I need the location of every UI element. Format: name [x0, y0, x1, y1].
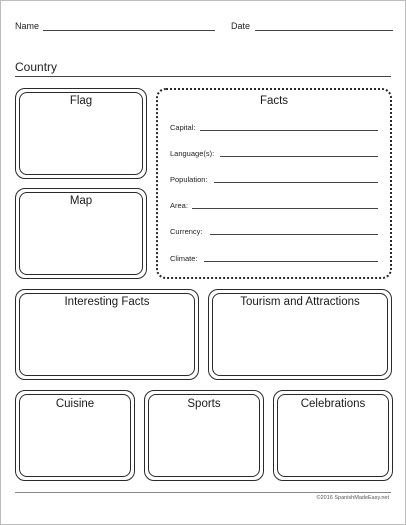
tourism-title: Tourism and Attractions	[240, 296, 360, 308]
fact-label: Language(s):	[170, 149, 215, 158]
fact-line[interactable]	[192, 208, 378, 209]
date-label: Date	[231, 21, 251, 31]
country-line[interactable]	[15, 76, 391, 77]
sports-title: Sports	[187, 398, 221, 410]
fact-label: Population:	[170, 175, 208, 184]
map-title: Map	[69, 195, 93, 207]
celebrations-box[interactable]	[273, 390, 393, 481]
fact-line[interactable]	[214, 182, 378, 183]
map-box[interactable]	[15, 188, 147, 279]
interesting-facts-title: Interesting Facts	[64, 296, 150, 308]
fact-label: Climate:	[170, 254, 198, 263]
country-label: Country	[15, 60, 58, 74]
fact-row-currency[interactable]	[170, 224, 378, 236]
cuisine-box[interactable]	[15, 390, 135, 481]
fact-label: Capital:	[170, 123, 196, 132]
cuisine-title: Cuisine	[55, 398, 95, 410]
flag-box[interactable]	[15, 88, 147, 179]
sports-box[interactable]	[144, 390, 264, 481]
fact-row-population[interactable]	[170, 172, 378, 184]
fact-row-capital[interactable]	[170, 120, 378, 132]
fact-label: Currency:	[170, 227, 203, 236]
interesting-facts-box[interactable]	[15, 289, 199, 380]
footer-divider	[15, 492, 391, 493]
fact-row-languages[interactable]	[170, 146, 378, 158]
fact-line[interactable]	[200, 130, 378, 131]
fact-line[interactable]	[210, 234, 378, 235]
flag-title: Flag	[69, 95, 93, 107]
name-line[interactable]	[43, 30, 215, 31]
facts-title: Facts	[259, 95, 289, 107]
date-line[interactable]	[255, 30, 393, 31]
copyright-text: ©2016 SpanishMadeEasy.net	[316, 495, 389, 501]
fact-line[interactable]	[220, 156, 378, 157]
fact-label: Area:	[170, 201, 188, 210]
facts-box	[156, 88, 392, 279]
fact-row-climate[interactable]	[170, 251, 378, 263]
celebrations-title: Celebrations	[300, 398, 366, 410]
fact-line[interactable]	[204, 261, 378, 262]
name-label: Name	[15, 21, 40, 31]
tourism-box[interactable]	[208, 289, 392, 380]
fact-row-area[interactable]	[170, 198, 378, 210]
